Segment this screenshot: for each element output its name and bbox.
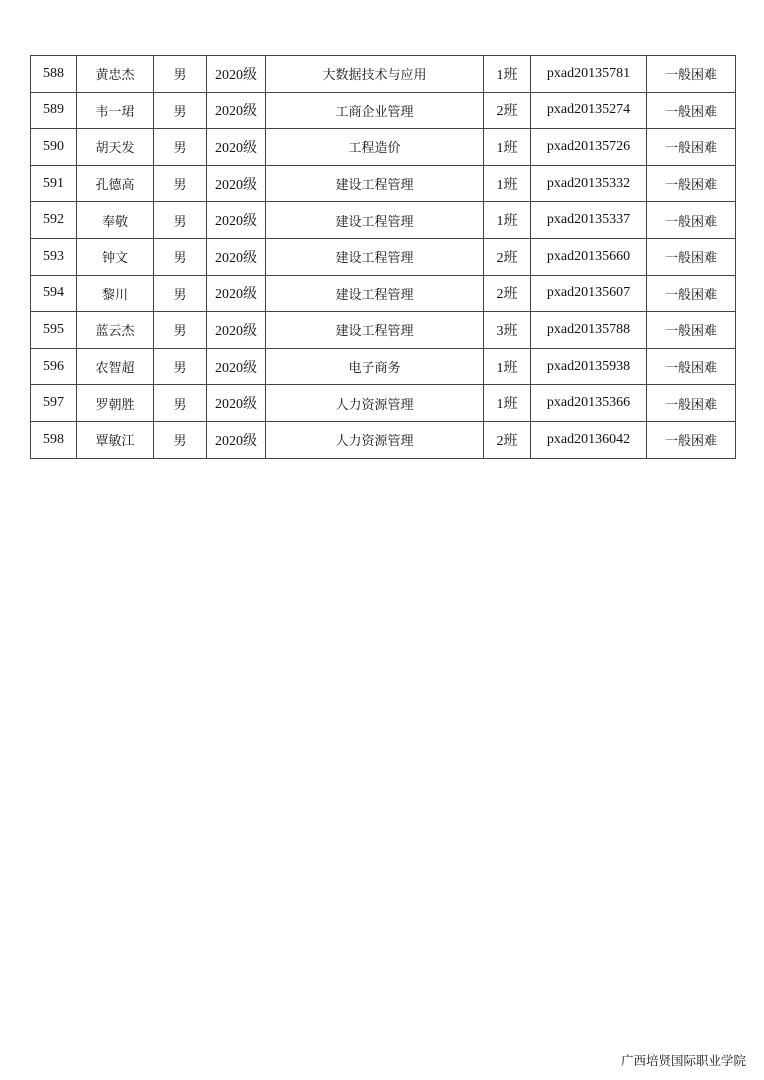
student-name-cell: 罗朝胜 xyxy=(77,385,154,422)
grade-year-cell: 2020级 xyxy=(207,421,266,458)
class-cell: 2班 xyxy=(484,238,531,275)
table-row xyxy=(31,92,736,129)
gender-cell: 男 xyxy=(154,348,207,385)
student-id-cell: pxad20135660 xyxy=(531,238,647,275)
difficulty-level-cell: 一般困难 xyxy=(647,56,736,93)
row-number-cell: 596 xyxy=(31,348,77,385)
major-cell: 人力资源管理 xyxy=(266,385,484,422)
major-cell: 建设工程管理 xyxy=(266,275,484,312)
table-row xyxy=(31,202,736,239)
class-cell: 1班 xyxy=(484,165,531,202)
difficulty-level-cell: 一般困难 xyxy=(647,92,736,129)
major-cell: 工商企业管理 xyxy=(266,92,484,129)
major-cell: 电子商务 xyxy=(266,348,484,385)
row-number-cell: 590 xyxy=(31,129,77,166)
table-row xyxy=(31,312,736,349)
student-id-cell: pxad20135781 xyxy=(531,56,647,93)
row-number-cell: 591 xyxy=(31,165,77,202)
grade-year-cell: 2020级 xyxy=(207,275,266,312)
table-row xyxy=(31,165,736,202)
grade-year-cell: 2020级 xyxy=(207,202,266,239)
grade-year-cell: 2020级 xyxy=(207,129,266,166)
table-row xyxy=(31,385,736,422)
student-id-cell: pxad20135726 xyxy=(531,129,647,166)
difficulty-level-cell: 一般困难 xyxy=(647,312,736,349)
major-cell: 大数据技术与应用 xyxy=(266,56,484,93)
class-cell: 1班 xyxy=(484,202,531,239)
student-name-cell: 蓝云杰 xyxy=(77,312,154,349)
student-name-cell: 黎川 xyxy=(77,275,154,312)
student-name-cell: 韦一珺 xyxy=(77,92,154,129)
difficulty-level-cell: 一般困难 xyxy=(647,238,736,275)
row-number-cell: 598 xyxy=(31,421,77,458)
row-number-cell: 589 xyxy=(31,92,77,129)
gender-cell: 男 xyxy=(154,238,207,275)
student-id-cell: pxad20135274 xyxy=(531,92,647,129)
class-cell: 1班 xyxy=(484,348,531,385)
gender-cell: 男 xyxy=(154,312,207,349)
difficulty-level-cell: 一般困难 xyxy=(647,129,736,166)
major-cell: 人力资源管理 xyxy=(266,421,484,458)
institution-footer: 广西培贤国际职业学院 xyxy=(620,1053,746,1068)
class-cell: 3班 xyxy=(484,312,531,349)
class-cell: 2班 xyxy=(484,275,531,312)
gender-cell: 男 xyxy=(154,202,207,239)
gender-cell: 男 xyxy=(154,56,207,93)
difficulty-level-cell: 一般困难 xyxy=(647,421,736,458)
student-id-cell: pxad20135788 xyxy=(531,312,647,349)
difficulty-level-cell: 一般困难 xyxy=(647,348,736,385)
student-id-cell: pxad20135332 xyxy=(531,165,647,202)
student-name-cell: 农智超 xyxy=(77,348,154,385)
row-number-cell: 597 xyxy=(31,385,77,422)
student-name-cell: 奉敬 xyxy=(77,202,154,239)
grade-year-cell: 2020级 xyxy=(207,92,266,129)
grade-year-cell: 2020级 xyxy=(207,165,266,202)
table-body xyxy=(31,56,736,459)
gender-cell: 男 xyxy=(154,165,207,202)
gender-cell: 男 xyxy=(154,129,207,166)
grade-year-cell: 2020级 xyxy=(207,348,266,385)
student-id-cell: pxad20136042 xyxy=(531,421,647,458)
row-number-cell: 593 xyxy=(31,238,77,275)
grade-year-cell: 2020级 xyxy=(207,312,266,349)
student-id-cell: pxad20135337 xyxy=(531,202,647,239)
grade-year-cell: 2020级 xyxy=(207,238,266,275)
student-name-cell: 黄忠杰 xyxy=(77,56,154,93)
grade-year-cell: 2020级 xyxy=(207,56,266,93)
table-row xyxy=(31,275,736,312)
student-name-cell: 覃敏江 xyxy=(77,421,154,458)
student-name-cell: 孔德高 xyxy=(77,165,154,202)
table-row xyxy=(31,56,736,93)
gender-cell: 男 xyxy=(154,385,207,422)
major-cell: 工程造价 xyxy=(266,129,484,166)
class-cell: 2班 xyxy=(484,92,531,129)
class-cell: 1班 xyxy=(484,385,531,422)
gender-cell: 男 xyxy=(154,92,207,129)
student-id-cell: pxad20135366 xyxy=(531,385,647,422)
difficulty-level-cell: 一般困难 xyxy=(647,165,736,202)
major-cell: 建设工程管理 xyxy=(266,202,484,239)
row-number-cell: 588 xyxy=(31,56,77,93)
table-row xyxy=(31,348,736,385)
row-number-cell: 595 xyxy=(31,312,77,349)
student-name-cell: 胡天发 xyxy=(77,129,154,166)
gender-cell: 男 xyxy=(154,275,207,312)
student-aid-table xyxy=(30,55,736,459)
grade-year-cell: 2020级 xyxy=(207,385,266,422)
major-cell: 建设工程管理 xyxy=(266,312,484,349)
table-row xyxy=(31,238,736,275)
student-id-cell: pxad20135938 xyxy=(531,348,647,385)
gender-cell: 男 xyxy=(154,421,207,458)
table-row xyxy=(31,129,736,166)
class-cell: 1班 xyxy=(484,129,531,166)
difficulty-level-cell: 一般困难 xyxy=(647,202,736,239)
class-cell: 1班 xyxy=(484,56,531,93)
major-cell: 建设工程管理 xyxy=(266,238,484,275)
student-name-cell: 钟文 xyxy=(77,238,154,275)
row-number-cell: 594 xyxy=(31,275,77,312)
difficulty-level-cell: 一般困难 xyxy=(647,385,736,422)
major-cell: 建设工程管理 xyxy=(266,165,484,202)
student-id-cell: pxad20135607 xyxy=(531,275,647,312)
class-cell: 2班 xyxy=(484,421,531,458)
difficulty-level-cell: 一般困难 xyxy=(647,275,736,312)
row-number-cell: 592 xyxy=(31,202,77,239)
table-row xyxy=(31,421,736,458)
